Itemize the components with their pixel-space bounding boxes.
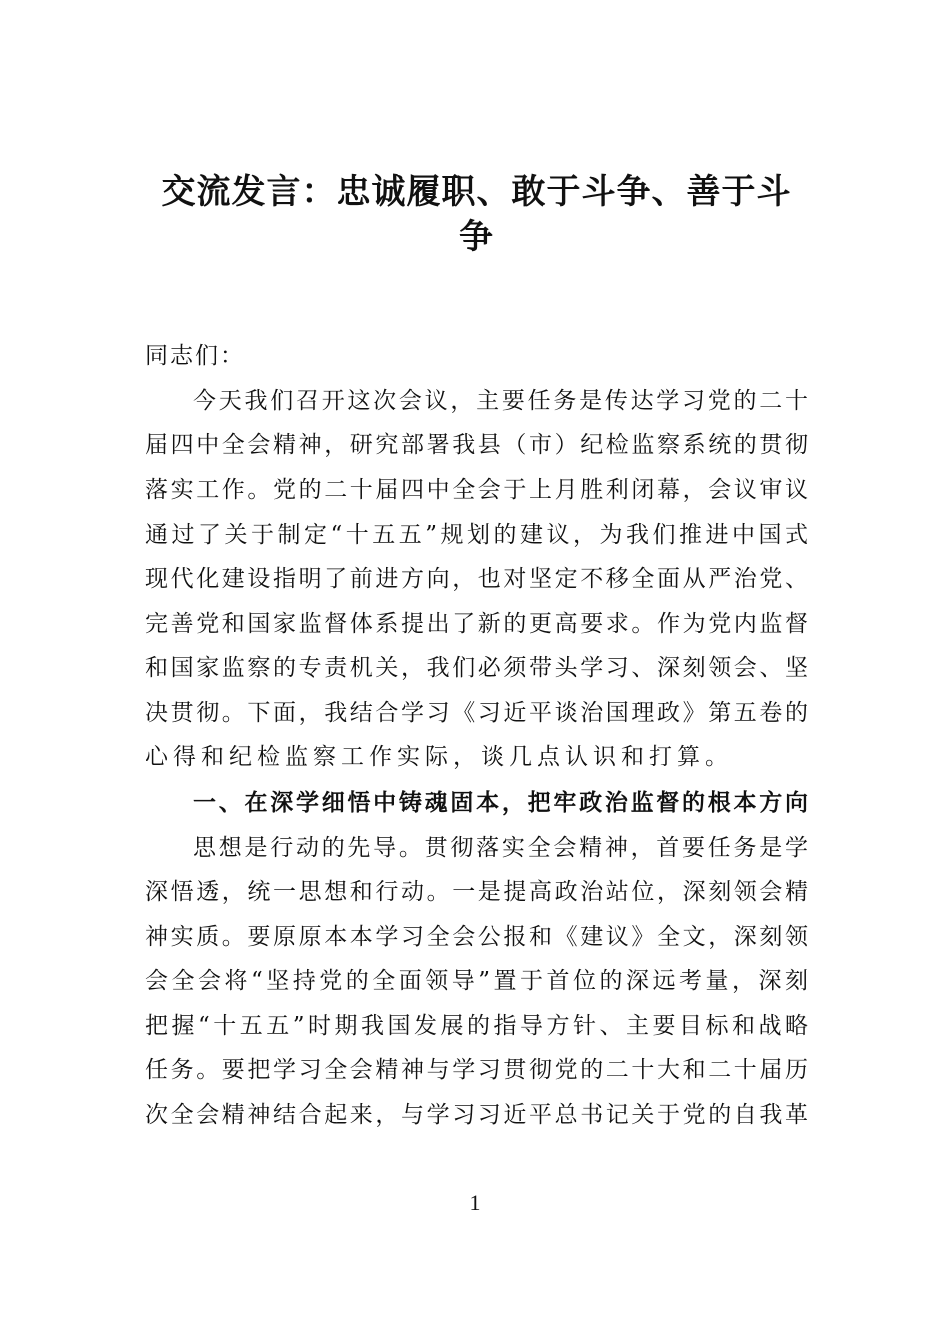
text-line: 会全会将“坚持党的全面领导”置于首位的深远考量，深刻: [145, 968, 808, 994]
text-line: 落实工作。党的二十届四中全会于上月胜利闭幕，会议审议: [145, 477, 808, 503]
document-title-line-1: 交流发言：忠诚履职、敢于斗争、善于斗: [161, 172, 792, 212]
text-line: 思想是行动的先导。贯彻落实全会精神，首要任务是学: [193, 835, 808, 861]
text-line: 通过了关于制定“十五五”规划的建议，为我们推进中国式: [145, 522, 808, 548]
text-line: 次全会精神结合起来，与学习习近平总书记关于党的自我革: [145, 1102, 808, 1128]
salutation: 同志们：: [145, 343, 245, 369]
text-line: 届四中全会精神，研究部署我县（市）纪检监察系统的贯彻: [145, 432, 808, 458]
text-line: 深悟透，统一思想和行动。一是提高政治站位，深刻领会精: [145, 879, 808, 905]
text-line: 决贯彻。下面，我结合学习《习近平谈治国理政》第五卷的: [145, 700, 808, 726]
text-line: 把握“十五五”时期我国发展的指导方针、主要目标和战略: [145, 1013, 808, 1039]
text-line: 和国家监察的专责机关，我们必须带头学习、深刻领会、坚: [145, 655, 808, 681]
text-line: 完善党和国家监督体系提出了新的更高要求。作为党内监督: [145, 611, 808, 637]
text-line: 任务。要把学习全会精神与学习贯彻党的二十大和二十届历: [145, 1057, 808, 1083]
section-heading-1: 一、在深学细悟中铸魂固本，把牢政治监督的根本方向: [193, 790, 808, 816]
text-line: 神实质。要原原本本学习全会公报和《建议》全文，深刻领: [145, 924, 808, 950]
text-line: 现代化建设指明了前进方向，也对坚定不移全面从严治党、: [145, 566, 808, 592]
text-line: 心得和纪检监察工作实际，谈几点认识和打算。: [145, 744, 733, 770]
text-line: 今天我们召开这次会议，主要任务是传达学习党的二十: [193, 388, 808, 414]
document-title-line-2: 争: [459, 217, 494, 257]
page-number: 1: [469, 1190, 481, 1215]
